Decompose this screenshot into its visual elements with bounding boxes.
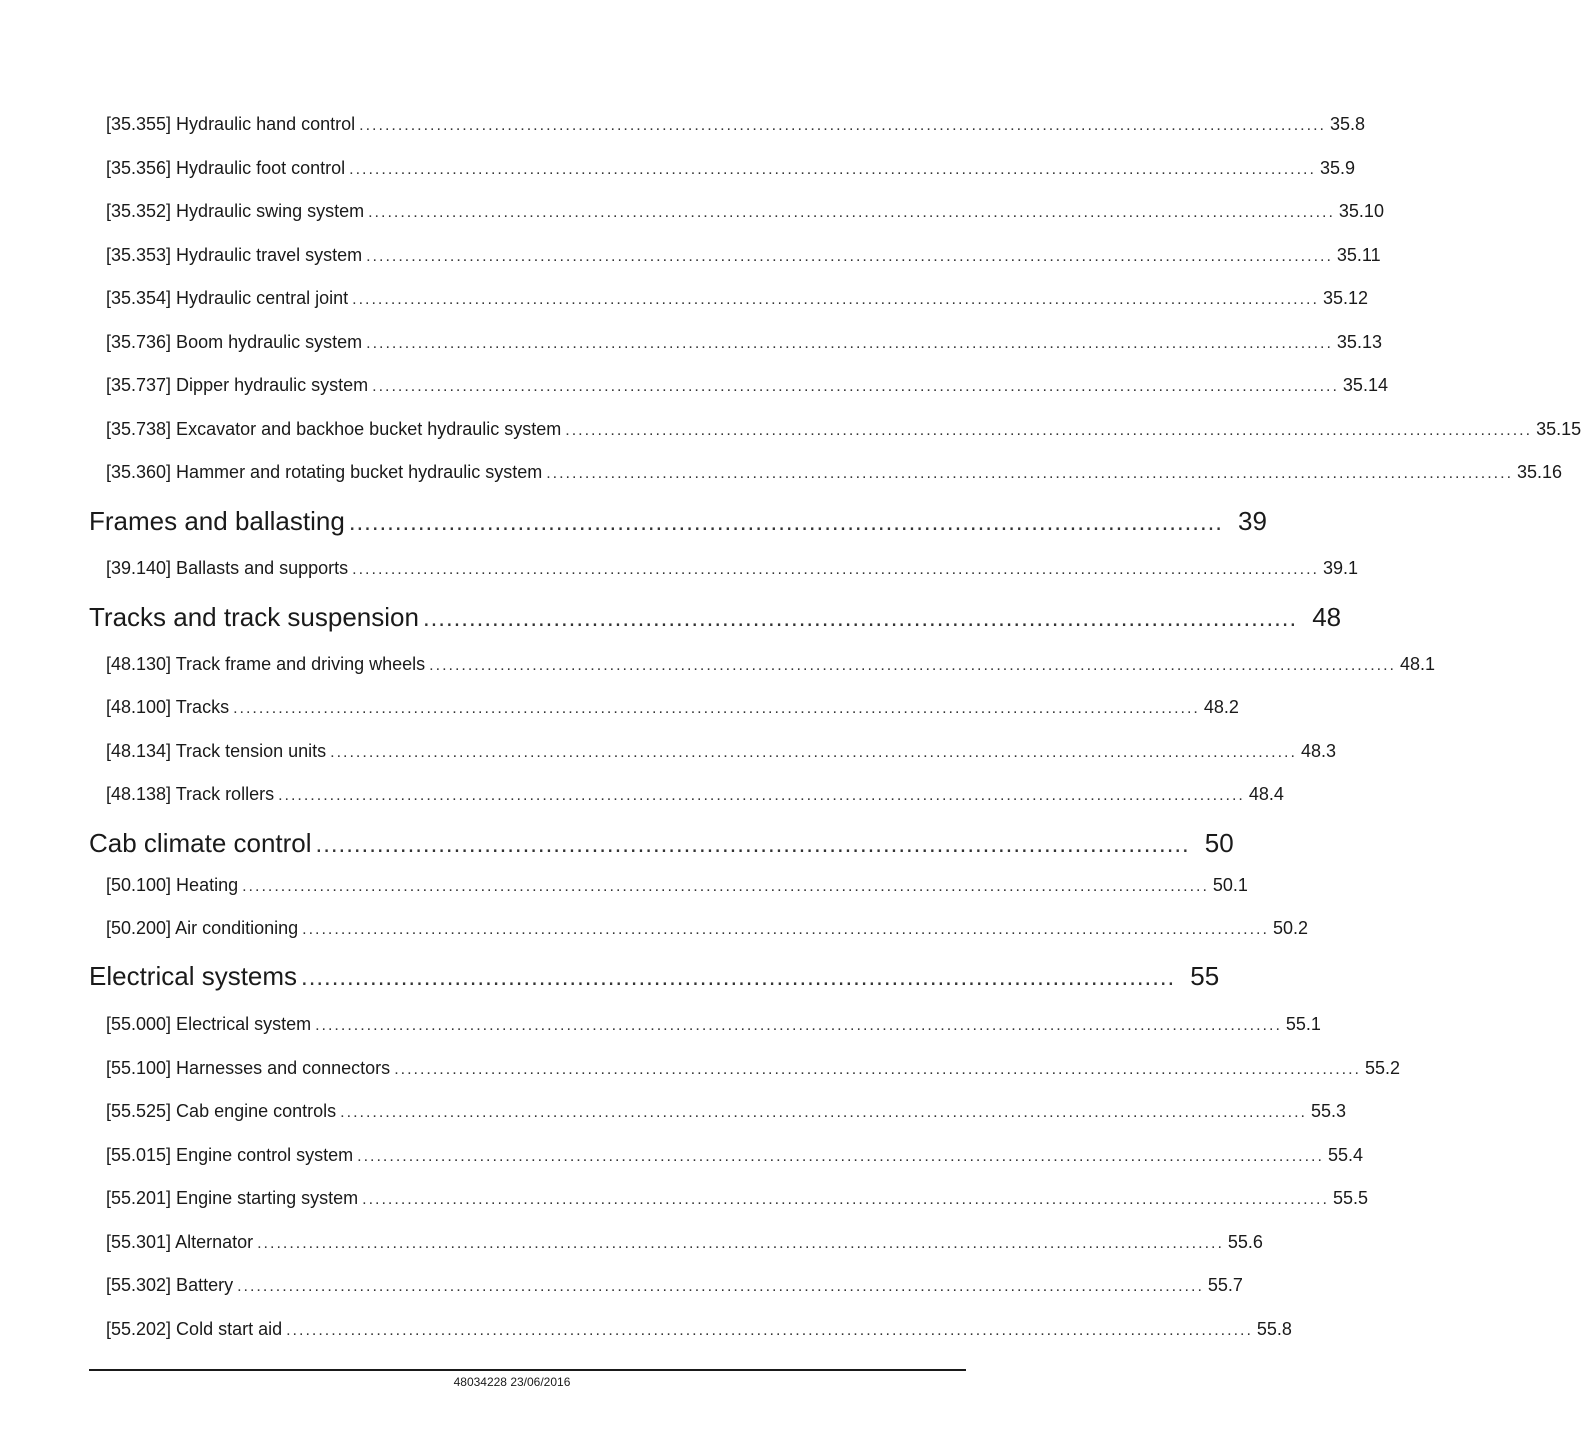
toc-entry-title: [55.100] Harnesses and connectors [106, 1058, 391, 1078]
toc-entry-title: [55.301] Alternator [106, 1232, 254, 1252]
toc-entry-title: [50.200] Air conditioning [106, 918, 299, 938]
toc-section-page: 48 [1312, 602, 1342, 632]
toc-entry[interactable] [106, 653, 1436, 677]
toc-section-page: 50 [1204, 828, 1234, 858]
footer-divider [89, 1369, 966, 1371]
toc-entry-title: [50.100] Heating [106, 875, 239, 895]
dot-leader: ...................................................................................................................................................... [366, 248, 1333, 265]
toc-entry-page: 55.6 [1227, 1232, 1263, 1252]
toc-entry-title: [39.140] Ballasts and supports [106, 558, 349, 578]
dot-leader: ...................................................................................................................................................... [372, 378, 1339, 395]
toc-section[interactable] [89, 505, 1267, 539]
toc-section-title: Cab climate control [89, 828, 312, 858]
dot-leader: ...................................................................................................................................................... [362, 1191, 1329, 1208]
dot-leader: ...................................................................................................................................................... [315, 1017, 1282, 1034]
toc-entry-title: [48.134] Track tension units [106, 741, 327, 761]
toc-section-page: 55 [1190, 961, 1220, 991]
dot-leader: ...................................................................................................................................................... [352, 561, 1319, 578]
toc-entry-title: [35.736] Boom hydraulic system [106, 332, 363, 352]
toc-entry-title: [35.737] Dipper hydraulic system [106, 375, 369, 395]
toc-section-title: Electrical systems [89, 961, 298, 991]
toc-entry[interactable] [106, 287, 1368, 311]
toc-entry-page: 35.12 [1322, 288, 1368, 308]
dot-leader: ...................................................................................................................................................... [546, 465, 1514, 482]
toc-entry-title: [48.130] Track frame and driving wheels [106, 654, 426, 674]
toc-entry[interactable] [106, 874, 1248, 898]
toc-entry-title: [55.202] Cold start aid [106, 1319, 283, 1339]
toc-entry-page: 55.3 [1310, 1101, 1347, 1121]
toc-entry[interactable] [106, 331, 1382, 355]
toc-entry[interactable] [106, 696, 1239, 720]
toc-entry[interactable] [106, 740, 1336, 764]
toc-section[interactable] [89, 827, 1234, 861]
toc-entry[interactable] [106, 1231, 1263, 1255]
dot-leader: ...................................................................................................................................................... [349, 161, 1316, 178]
toc-entry-page: 39.1 [1322, 558, 1358, 578]
toc-entry-title: [35.353] Hydraulic travel system [106, 245, 363, 265]
toc-entry[interactable] [106, 1144, 1363, 1168]
toc-entry-title: [35.356] Hydraulic foot control [106, 158, 346, 178]
toc-entry[interactable] [106, 1013, 1321, 1037]
toc-entry[interactable] [106, 374, 1388, 398]
toc-entry-title: [55.015] Engine control system [106, 1145, 354, 1165]
dot-leader: .................................................................................................................. [301, 964, 1176, 991]
toc-entry-page: 35.15 [1536, 419, 1581, 439]
dot-leader: .................................................................................................................. [422, 605, 1298, 632]
toc-entry-page: 50.2 [1272, 918, 1308, 938]
toc-entry[interactable] [106, 418, 1581, 442]
dot-leader: ...................................................................................................................................................... [429, 657, 1396, 674]
toc-entry-page: 48.4 [1248, 784, 1284, 804]
dot-leader: .................................................................................................................. [348, 509, 1223, 536]
toc-entry[interactable] [106, 244, 1381, 268]
toc-entry-title: [35.738] Excavator and backhoe bucket hydraulic system [106, 419, 562, 439]
toc-section[interactable] [89, 960, 1220, 994]
dot-leader: ...................................................................................................................................................... [242, 878, 1209, 895]
toc-entry-page: 35.16 [1517, 462, 1563, 482]
toc-entry-title: [48.138] Track rollers [106, 784, 275, 804]
dot-leader: ...................................................................................................................................................... [368, 204, 1335, 221]
toc-entry[interactable] [106, 917, 1308, 941]
toc-entry[interactable] [106, 1274, 1243, 1298]
toc-entry[interactable] [106, 1318, 1292, 1342]
toc-entry[interactable] [106, 200, 1384, 224]
dot-leader: ...................................................................................................................................................... [278, 787, 1245, 804]
toc-entry[interactable] [106, 1187, 1368, 1211]
toc-entry-title: [35.355] Hydraulic hand control [106, 114, 356, 134]
toc-entry-title: [55.302] Battery [106, 1275, 234, 1295]
toc-entry[interactable] [106, 1057, 1401, 1081]
dot-leader: ...................................................................................................................................................... [359, 117, 1326, 134]
toc-entry-page: 48.1 [1399, 654, 1436, 674]
toc-section-title: Tracks and track suspension [89, 602, 419, 632]
toc-section-title: Frames and ballasting [89, 506, 345, 536]
toc-entry-page: 55.5 [1332, 1188, 1368, 1208]
footer-doc-id: 48034228 23/06/2016 [453, 1375, 571, 1389]
toc-entry-page: 35.14 [1342, 375, 1388, 395]
toc-entry-title: [55.525] Cab engine controls [106, 1101, 337, 1121]
toc-entry-page: 35.11 [1336, 245, 1381, 265]
toc-entry-page: 55.8 [1256, 1319, 1292, 1339]
toc-entry-page: 48.3 [1300, 741, 1336, 761]
toc-entry-page: 55.1 [1285, 1014, 1321, 1034]
toc-entry[interactable] [106, 113, 1365, 137]
toc-entry[interactable] [106, 1100, 1347, 1124]
dot-leader: ...................................................................................................................................................... [357, 1148, 1324, 1165]
toc-entry-title: [35.354] Hydraulic central joint [106, 288, 349, 308]
toc-entry-title: [55.000] Electrical system [106, 1014, 312, 1034]
toc-section[interactable] [89, 601, 1342, 635]
dot-leader: ...................................................................................................................................................... [237, 1278, 1204, 1295]
toc-entry-title: [35.360] Hammer and rotating bucket hydraulic system [106, 462, 543, 482]
dot-leader: ...................................................................................................................................................... [257, 1235, 1224, 1252]
dot-leader: ...................................................................................................................................................... [233, 700, 1200, 717]
toc-entry[interactable] [106, 461, 1563, 485]
dot-leader: ...................................................................................................................................................... [340, 1104, 1307, 1121]
toc-entry[interactable] [106, 783, 1284, 807]
toc-entry-page: 35.10 [1338, 201, 1384, 221]
toc-entry-page: 35.13 [1336, 332, 1382, 352]
toc-entry-page: 50.1 [1212, 875, 1248, 895]
toc-entry-page: 48.2 [1203, 697, 1239, 717]
dot-leader: ...................................................................................................................................................... [394, 1061, 1361, 1078]
toc-entry-title: [35.352] Hydraulic swing system [106, 201, 365, 221]
dot-leader: ...................................................................................................................................................... [366, 335, 1333, 352]
toc-entry-title: [55.201] Engine starting system [106, 1188, 359, 1208]
toc-section-page: 39 [1238, 506, 1267, 536]
toc-entry-title: [48.100] Tracks [106, 697, 230, 717]
dot-leader: ...................................................................................................................................................... [330, 744, 1297, 761]
dot-leader: ...................................................................................................................................................... [302, 921, 1269, 938]
dot-leader: .................................................................................................................. [315, 831, 1190, 858]
toc-entry-page: 55.4 [1327, 1145, 1363, 1165]
toc-entry-page: 35.8 [1329, 114, 1365, 134]
toc-entry-page: 55.2 [1364, 1058, 1401, 1078]
toc-entry[interactable] [106, 157, 1355, 181]
dot-leader: ...................................................................................................................................................... [565, 422, 1533, 439]
toc-entry-page: 55.7 [1207, 1275, 1243, 1295]
dot-leader: ...................................................................................................................................................... [352, 291, 1319, 308]
toc-entry[interactable] [106, 557, 1358, 581]
dot-leader: ...................................................................................................................................................... [286, 1322, 1253, 1339]
toc-entry-page: 35.9 [1319, 158, 1355, 178]
